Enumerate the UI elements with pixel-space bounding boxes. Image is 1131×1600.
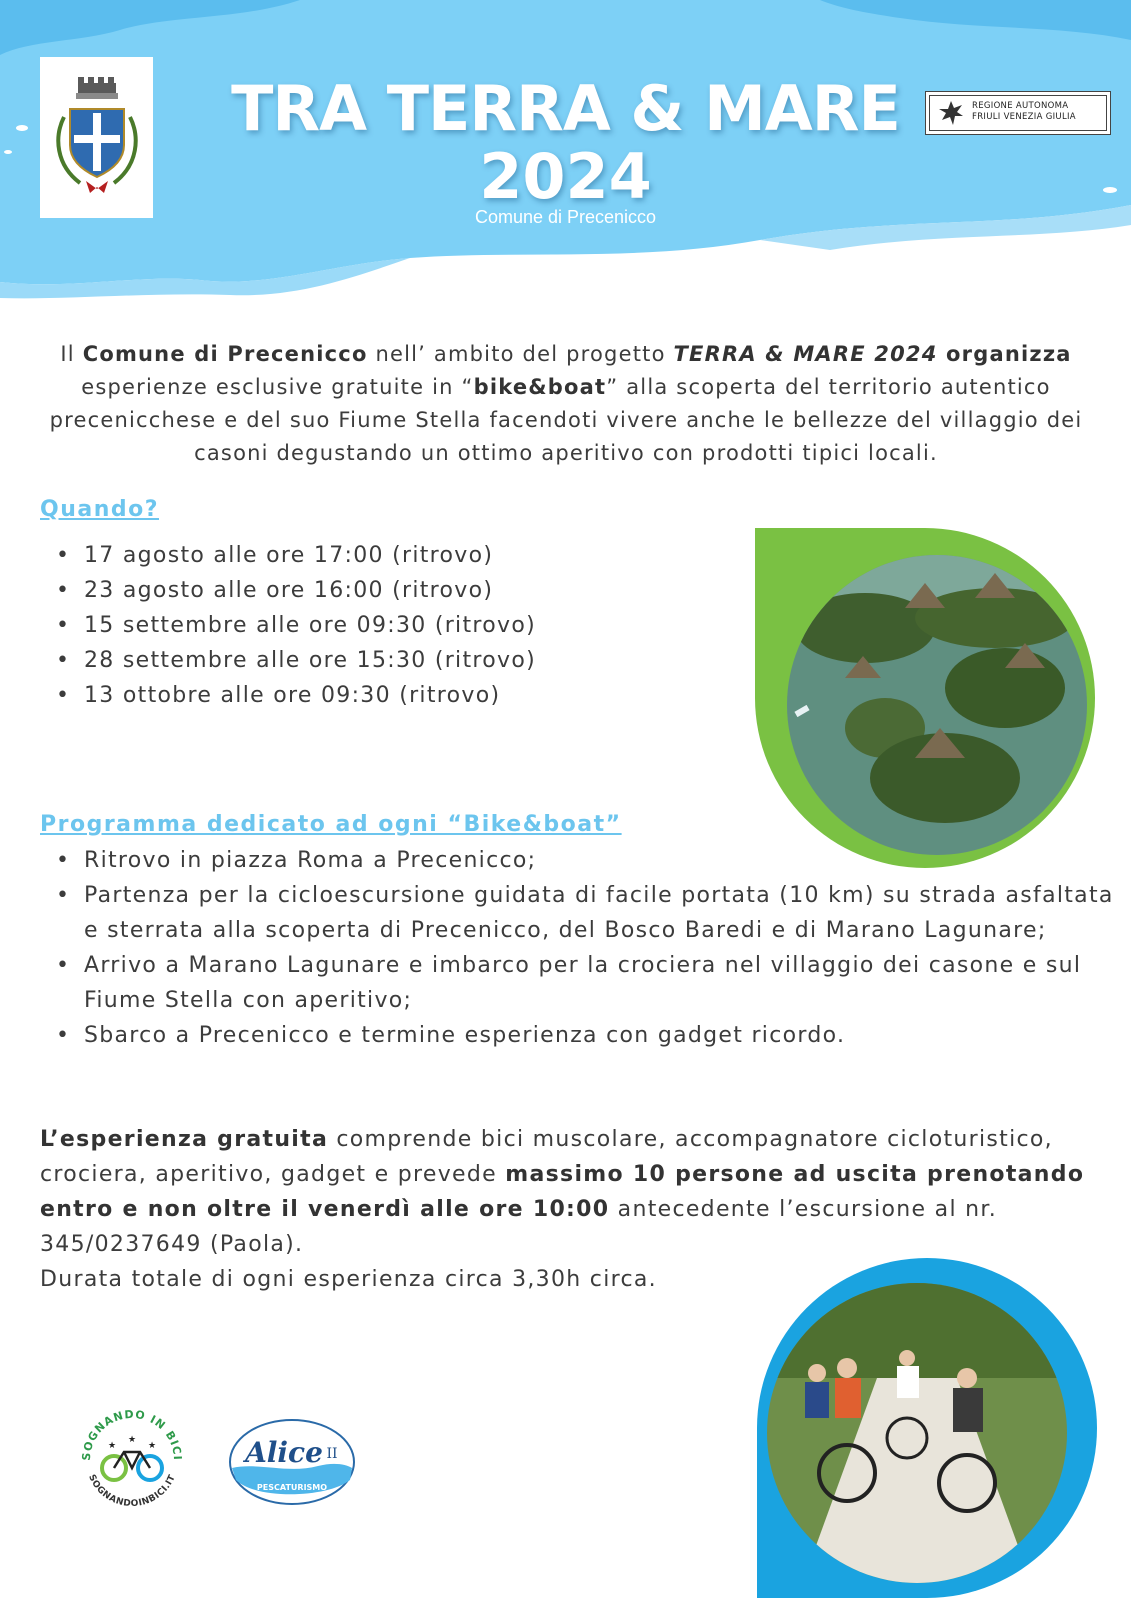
svg-text:★: ★ xyxy=(148,1441,157,1451)
when-heading: Quando? xyxy=(40,497,159,522)
page-subtitle: Comune di Precenicco xyxy=(474,207,657,227)
closing-text: comprende bici muscolare, accompagnatore cicloturistico, crociera, aperitivo, gadget e prevede xyxy=(40,1127,1053,1187)
program-heading: Programma dedicato ad ogni “Bike&boat” xyxy=(40,812,622,837)
alice-suffix: II xyxy=(326,1446,338,1462)
svg-text:★: ★ xyxy=(128,1435,137,1445)
region-logo-line2: FRIULI VENEZIA GIULIA xyxy=(972,112,1076,122)
list-item: • 28 settembre alle ore 15:30 (ritrovo) xyxy=(84,643,724,678)
alice-sub: PESCATURISMO xyxy=(256,1483,328,1492)
dates-list xyxy=(40,538,724,713)
svg-text:★: ★ xyxy=(108,1441,117,1451)
sognando-bottom-text: SOGNANDOINBICI.IT xyxy=(86,1473,178,1510)
closing-bold-booking: massimo 10 persone ad uscita prenotando entro e non oltre il venerdì alle ore 10:00 xyxy=(40,1162,1085,1222)
program-list xyxy=(40,843,1131,1053)
page-title-line1: TRA TERRA & MARE xyxy=(231,72,900,145)
intro-text: nell’ ambito del progetto xyxy=(367,342,674,366)
intro-paragraph xyxy=(40,338,1092,470)
list-item: • 17 agosto alle ore 17:00 (ritrovo) xyxy=(84,538,724,573)
intro-bold-bikeboat: bike&boat xyxy=(473,375,607,399)
alice-name: Alice xyxy=(245,1436,323,1469)
page-title-line2: 2024 xyxy=(479,140,652,213)
intro-bold-organizza: organizza xyxy=(937,342,1072,366)
list-item: • 23 agosto alle ore 16:00 (ritrovo) xyxy=(84,573,724,608)
list-item: • 13 ottobre alle ore 09:30 (ritrovo) xyxy=(84,678,724,713)
sognando-in-bici-logo xyxy=(72,1398,192,1518)
list-item: • Sbarco a Precenicco e termine esperienza con gadget ricordo. xyxy=(84,1018,1131,1053)
closing-text: antecedente l’escursione al nr. 345/0237649 (Paola). xyxy=(40,1197,998,1257)
list-item: • 15 settembre alle ore 09:30 (ritrovo) xyxy=(84,608,724,643)
list-item: • Partenza per la cicloescursione guidata di facile portata (10 km) su strada asfaltata e sterrata alla scoperta di Precenicco, del Bosco Baredi e di Marano Lagunare; xyxy=(84,878,1131,948)
alice-pescaturismo-logo xyxy=(228,1418,356,1506)
region-logo-line1: REGIONE AUTONOMA xyxy=(972,101,1069,111)
list-item: • Ritrovo in piazza Roma a Precenicco; xyxy=(84,843,1131,878)
intro-text: esperienze esclusive gratuite in “ xyxy=(81,375,474,399)
sognando-top-text: SOGNANDO IN BICI xyxy=(79,1407,185,1462)
lagoon-casoni-photo xyxy=(755,528,1095,868)
closing-bold-free: L’esperienza gratuita xyxy=(40,1127,329,1152)
intro-text: Il xyxy=(60,342,83,366)
intro-bold-project: TERRA & MARE 2024 xyxy=(673,342,938,366)
cyclists-photo xyxy=(757,1258,1097,1598)
intro-bold-comune: Comune di Precenicco xyxy=(82,342,368,366)
list-item: • Arrivo a Marano Lagunare e imbarco per la crociera nel villaggio dei casone e sul Fiume Stella con aperitivo; xyxy=(84,948,1131,1018)
intro-text: ” alla scoperta del territorio autentico precenicchese e del suo Fiume Stella facendoti vivere anche le bellezze del villaggio dei casoni degustando un ottimo aperitivo con prodotti tipici locali. xyxy=(49,375,1083,465)
closing-duration: Durata totale di ogni esperienza circa 3,30h circa. xyxy=(40,1267,657,1292)
